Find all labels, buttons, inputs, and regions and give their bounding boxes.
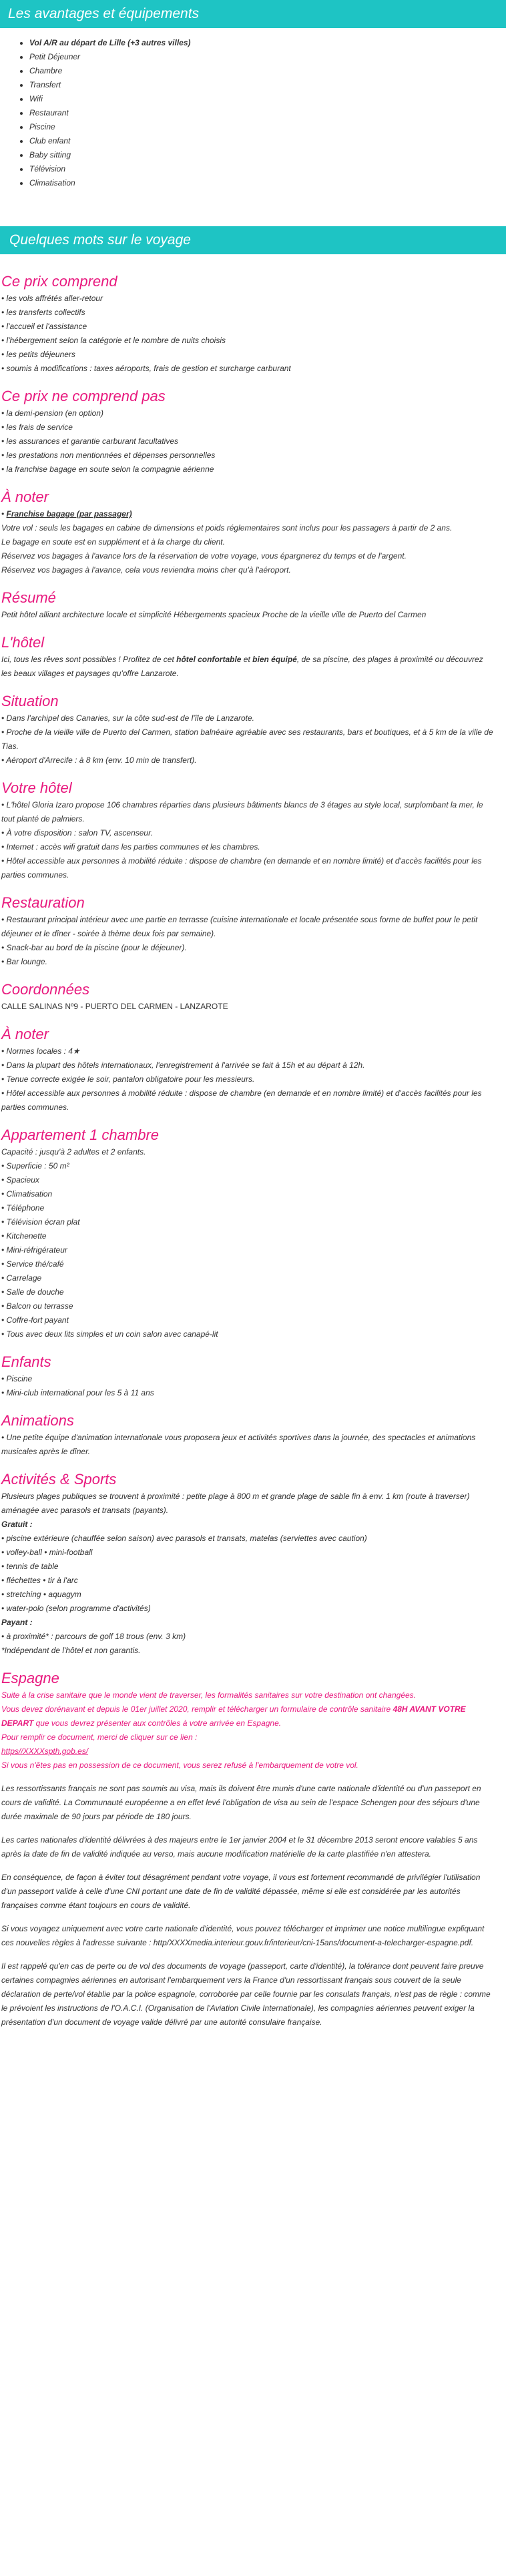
list-item: • l'accueil et l'assistance xyxy=(1,322,87,331)
paragraph: Réservez vos bagages à l'avance lors de la réservation de votre voyage, vous épargnerez du temps et de l'argent. xyxy=(1,551,407,561)
text: Ici, tous les rêves sont possibles ! Profitez de cet xyxy=(1,655,177,664)
bullet: • xyxy=(1,509,7,519)
text-bold: bien équipé xyxy=(252,655,297,664)
alert-line: Pour remplir ce document, merci de cliquer sur ce lien : xyxy=(1,1732,198,1742)
list-item: • Balcon ou terrasse xyxy=(1,1301,73,1311)
alert-bold: 48H AVANT VOTRE DEPART xyxy=(1,1704,466,1728)
list-item: • tennis de table xyxy=(1,1562,59,1571)
list-item: • Piscine xyxy=(29,120,506,134)
alert-line: Vous devez dorénavant et depuis le 01er juillet 2020, remplir et télécharger un formulaire de contrôle sanitaire 48H AVANT VOTRE DEPART que vous devrez présenter aux contrôles à votre arrivée en Espagne. xyxy=(1,1704,466,1728)
alert-line: Suite à la crise sanitaire que le monde vient de traverser, les formalités sanitaires sur votre destination ont changées. xyxy=(1,1690,416,1700)
list-item: • l'hébergement selon la catégorie et le nombre de nuits choisis xyxy=(1,336,226,345)
animations-text: • Une petite équipe d'animation internationale vous proposera jeux et activités sportives dans la journée, des spectacles et animations musicales après le dîner. xyxy=(1,1433,476,1456)
list-item: • Hôtel accessible aux personnes à mobilité réduite : dispose de chambre (en demande et en nombre limité) et d'accès facilités pour les parties communes. xyxy=(1,1088,482,1112)
list-item: • Superficie : 50 m² xyxy=(1,1161,69,1171)
paragraph: Il est rappelé qu'en cas de perte ou de vol des documents de voyage (passeport, carte d'identité), la tolérance dont peuvent faire preuve certaines compagnies aériennes en autorisant l'embarquement vers la France d'un ressortissant français sous couvert de la seule déclaration de perte/vol établie par la police espagnole, corroborée par celle fournie par les consulats français, n'est pas de règle : comme le prévoient les instructions de l'O.A.C.I. (Organisation de l'Aviation Civile Internationale), les compagnies aériennes peuvent exiger la présentation d'un document de voyage valide délivré par une autorité consulaire française. xyxy=(1,1961,491,2027)
list-item: • Restaurant xyxy=(29,106,506,120)
capacity-text: Capacité : jusqu'à 2 adultes et 2 enfants. xyxy=(1,1147,146,1157)
list-item: • Hôtel accessible aux personnes à mobilité réduite : dispose de chambre (en demande et en nombre limité) et d'accès facilités pour les parties communes. xyxy=(1,856,482,880)
franchise-label: Franchise bagage (par passager) xyxy=(6,509,132,519)
hotel-text xyxy=(1,653,495,681)
list-item: • Bar lounge. xyxy=(1,957,47,966)
list-item: • Dans la plupart des hôtels internationaux, l'enregistrement à l'arrivée se fait à 15h et au départ à 12h. xyxy=(1,1060,365,1070)
list-item: • water-polo (selon programme d'activités) xyxy=(1,1604,151,1613)
list-item: • Mini-réfrigérateur xyxy=(1,1245,67,1255)
list-item: • piscine extérieure (chauffée selon saison) avec parasols et transats, matelas (serviettes avec caution) xyxy=(1,1534,367,1543)
list-item: • les frais de service xyxy=(1,422,73,432)
list-item: • Kitchenette xyxy=(1,1231,47,1241)
resume-text: Petit hôtel alliant architecture locale et simplicité Hébergements spacieux Proche de la vieille ville de Puerto del Carmen xyxy=(1,610,427,619)
list-item: • à proximité* : parcours de golf 18 trous (env. 3 km) xyxy=(1,1632,186,1641)
section-title-situation: Situation xyxy=(1,693,59,709)
paragraph: En conséquence, de façon à éviter tout désagrément pendant votre voyage, il vous est fortement recommandé de privilégier l'utilisation d'un passeport valide à celle d'une CNI portant une date de fin de validité dépassée, même si elle est considérée par les autorités françaises comme étant toujours en cours de validité. xyxy=(1,1873,481,1910)
paragraph: Votre vol : seuls les bagages en cabine de dimensions et poids réglementaires sont inclus pour les passagers à partir de 2 ans. xyxy=(1,523,453,533)
alert-line: Si vous n'êtes pas en possession de ce document, vous serez refusé à l'embarquement de votre vol. xyxy=(1,1760,358,1770)
list-item: • Climatisation xyxy=(1,1189,53,1199)
payant-label: Payant : xyxy=(1,1618,33,1627)
list-item: • Climatisation xyxy=(29,176,506,190)
section-title-hotel: L'hôtel xyxy=(1,634,45,651)
list-item: • Mini-club international pour les 5 à 11 ans xyxy=(1,1388,154,1397)
list-item: • les vols affrétés aller-retour xyxy=(1,294,103,303)
list-item: • Dans l'archipel des Canaries, sur la côte sud-est de l'île de Lanzarote. xyxy=(1,713,254,723)
section-title-resume: Résumé xyxy=(1,589,56,606)
list-item: • Coffre-fort payant xyxy=(1,1315,69,1325)
text-bold: hôtel confortable xyxy=(176,655,242,664)
franchise-heading xyxy=(1,507,495,521)
list-item: • Normes locales : 4★ xyxy=(1,1046,80,1056)
section-title-coordonnees: Coordonnées xyxy=(1,981,90,998)
list-item: • Carrelage xyxy=(1,1273,42,1283)
paragraph: Les ressortissants français ne sont pas soumis au visa, mais ils doivent être munis d'une carte nationale d'identité ou d'un passeport en cours de validité. La Communauté européenne a en effet levé l'obligation de visa au sein de l'espace Schengen pour des séjours d'une durée maximale de 90 jours par période de 180 jours. xyxy=(1,1784,481,1821)
footnote: *Indépendant de l'hôtel et non garantis. xyxy=(1,1646,141,1655)
list-item: • Tenue correcte exigée le soir, pantalon obligatoire pour les messieurs. xyxy=(1,1074,255,1084)
section-title-appartement: Appartement 1 chambre xyxy=(1,1126,160,1143)
list-item: • Baby sitting xyxy=(29,148,506,162)
paragraph: Réservez vos bagages à l'avance, cela vous reviendra moins cher qu'à l'aéroport. xyxy=(1,565,291,575)
text: , de sa piscine, des plages à proximité ou découvrez les beaux villages et paysages qu'offre Lanzarote. xyxy=(1,655,483,678)
text: et xyxy=(241,655,253,664)
section-title-animations: Animations xyxy=(1,1412,74,1429)
section-title-a-noter: À noter xyxy=(1,489,49,505)
section-title-a-noter-2: À noter xyxy=(1,1026,49,1042)
list-item: • À votre disposition : salon TV, ascenseur. xyxy=(1,828,153,838)
list-item: • Service thé/café xyxy=(1,1259,64,1269)
section-title-votre-hotel: Votre hôtel xyxy=(1,779,72,796)
list-item: • les transferts collectifs xyxy=(1,308,85,317)
list-item: • Transfert xyxy=(29,78,506,92)
list-item: • soumis à modifications : taxes aéroports, frais de gestion et surcharge carburant xyxy=(1,364,291,373)
list-item: • Restaurant principal intérieur avec une partie en terrasse (cuisine internationale et locale présentée sous forme de buffet pour le petit déjeuner et le dîner - soirée à thème deux fois par semaine). xyxy=(1,915,478,938)
list-item: • Spacieux xyxy=(1,1175,39,1185)
list-item: • Salle de douche xyxy=(1,1287,64,1297)
section-title-enfants: Enfants xyxy=(1,1353,51,1370)
sanitary-form-link[interactable]: https//XXXXspth.gob.es/ xyxy=(1,1746,89,1756)
list-item: • fléchettes • tir à l'arc xyxy=(1,1576,78,1585)
section-title-prix-ne-comprend: Ce prix ne comprend pas xyxy=(1,388,166,404)
avantages-banner: Les avantages et équipements xyxy=(0,0,506,28)
list-item: • Snack-bar au bord de la piscine (pour le déjeuner). xyxy=(1,943,187,952)
list-item: • la franchise bagage en soute selon la compagnie aérienne xyxy=(1,464,214,474)
list-item: • Club enfant xyxy=(29,134,506,148)
list-item: • Téléphone xyxy=(1,1203,45,1213)
address: CALLE SALINAS Nº9 - PUERTO DEL CARMEN - LANZAROTE xyxy=(1,1002,228,1011)
list-item: • volley-ball • mini-football xyxy=(1,1548,93,1557)
list-item: • Internet : accès wifi gratuit dans les parties communes et les chambres. xyxy=(1,842,260,852)
gratuit-label: Gratuit : xyxy=(1,1520,33,1529)
list-item: • Télévision écran plat xyxy=(1,1217,80,1227)
list-item: • Vol A/R au départ de Lille (+3 autres villes) xyxy=(29,36,506,50)
list-item: • Tous avec deux lits simples et un coin salon avec canapé-lit xyxy=(1,1329,218,1339)
section-title-espagne: Espagne xyxy=(1,1670,59,1686)
section-title-activites: Activités & Sports xyxy=(1,1471,117,1488)
section-title-prix-comprend: Ce prix comprend xyxy=(1,273,117,290)
voyage-content xyxy=(0,254,506,2029)
paragraph: Le bagage en soute est en supplément et à la charge du client. xyxy=(1,537,225,547)
equipements-list xyxy=(0,36,506,190)
list-item: • les petits déjeuners xyxy=(1,350,75,359)
list-item: • L'hôtel Gloria Izaro propose 106 chambres réparties dans plusieurs bâtiments blancs de 3 étages au style local, surplombant la mer, le tout planté de palmiers. xyxy=(1,800,483,824)
voyage-banner: Quelques mots sur le voyage xyxy=(0,226,506,254)
activites-intro: Plusieurs plages publiques se trouvent à proximité : petite plage à 800 m et grande plage de sable fin à env. 1 km (route à traverser) aménagée avec parasols et transats (payants). xyxy=(1,1492,470,1515)
list-item: • Aéroport d'Arrecife : à 8 km (env. 10 min de transfert). xyxy=(1,755,197,765)
paragraph: Les cartes nationales d'identité délivrées à des majeurs entre le 1er janvier 2004 et le 31 décembre 2013 seront encore valables 5 ans après la date de fin de validité indiquée au verso, mais aucune modification matérielle de la carte plastifiée n'en attestera. xyxy=(1,1835,478,1859)
list-item: • stretching • aquagym xyxy=(1,1590,81,1599)
sanitary-alert xyxy=(1,1688,495,1773)
list-item: • les assurances et garantie carburant facultatives xyxy=(1,436,179,446)
list-item: • Chambre xyxy=(29,64,506,78)
list-item: • Piscine xyxy=(1,1374,33,1383)
list-item: • Télévision xyxy=(29,162,506,176)
list-item: • Wifi xyxy=(29,92,506,106)
list-item: • Proche de la vieille ville de Puerto del Carmen, station balnéaire agréable avec ses restaurants, bars et boutiques, et à 5 km de la ville de Tias. xyxy=(1,727,493,751)
list-item: • les prestations non mentionnées et dépenses personnelles xyxy=(1,450,216,460)
section-title-restauration: Restauration xyxy=(1,894,85,911)
list-item: • la demi-pension (en option) xyxy=(1,408,103,418)
list-item: • Petit Déjeuner xyxy=(29,50,506,64)
paragraph: Si vous voyagez uniquement avec votre carte nationale d'identité, vous pouvez télécharger et imprimer une notice multilingue expliquant ces nouvelles règles à l'adresse suivante : http/XXXXmedia.interieur.gouv.fr/interieur/cni-15ans/document-a-telecharger-espagne.pdf. xyxy=(1,1924,485,1947)
